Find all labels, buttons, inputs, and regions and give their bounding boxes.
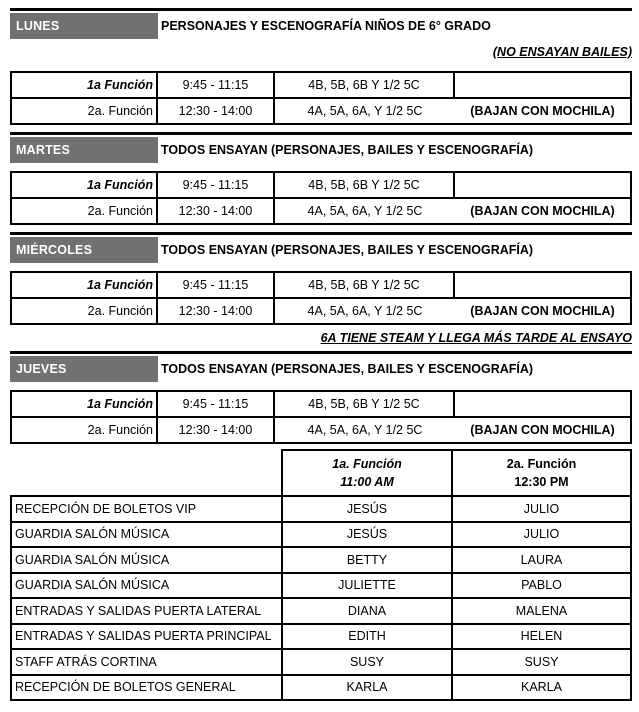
second-function-name: LAURA xyxy=(520,552,563,567)
note-cell: (BAJAN CON MOCHILA) xyxy=(470,104,615,118)
time-range: 9:45 - 11:15 xyxy=(158,73,275,97)
day-description: TODOS ENSAYAN (PERSONAJES, BAILES Y ESCENOGRAFÍA) xyxy=(161,243,534,257)
header-cells xyxy=(281,449,632,495)
first-function-name: JESÚS xyxy=(283,497,453,521)
role-cell: GUARDIA SALÓN MÚSICA xyxy=(12,523,283,547)
staff-table-body xyxy=(10,495,632,701)
column-title: 1a. Función xyxy=(332,456,402,471)
staff-row xyxy=(12,674,630,700)
second-function-name: JULIO xyxy=(523,527,560,542)
groups-cell: 4B, 5B, 6B Y 1/2 5C xyxy=(275,273,455,297)
staff-table-header xyxy=(10,449,632,495)
second-function-name: MALENA xyxy=(515,603,568,618)
first-function-name: DIANA xyxy=(283,599,453,623)
time-range: 9:45 - 11:15 xyxy=(158,392,275,416)
second-function-name: KARLA xyxy=(521,680,562,695)
time-range: 9:45 - 11:15 xyxy=(158,273,275,297)
role-cell: ENTRADAS Y SALIDAS PUERTA LATERAL xyxy=(12,599,283,623)
column-header-first-function xyxy=(283,451,453,495)
groups-cell: 4B, 5B, 6B Y 1/2 5C xyxy=(275,73,455,97)
day-note-right: (NO ENSAYAN BAILES) xyxy=(492,45,632,59)
day-section-miercoles xyxy=(10,232,632,347)
day-header-row xyxy=(10,137,632,163)
first-function-name: EDITH xyxy=(283,625,453,649)
section-divider xyxy=(10,132,632,135)
function-label: 1a Función xyxy=(12,273,158,297)
note-cell xyxy=(455,173,630,197)
column-title: 2a. Función xyxy=(506,456,577,471)
section-divider xyxy=(10,232,632,235)
table-row xyxy=(12,173,630,197)
staff-row xyxy=(12,597,630,623)
function-label: 2a. Función xyxy=(12,99,158,123)
role-cell: STAFF ATRÁS CORTINA xyxy=(12,650,283,674)
column-subtitle: 12:30 PM xyxy=(514,475,569,489)
first-function-name: SUSY xyxy=(283,650,453,674)
schedule-table xyxy=(10,390,632,444)
role-cell: RECEPCIÓN DE BOLETOS VIP xyxy=(12,497,283,521)
second-function-name: PABLO xyxy=(521,578,562,593)
staff-row xyxy=(12,572,630,598)
second-function-name: HELEN xyxy=(520,629,563,644)
role-cell: RECEPCIÓN DE BOLETOS GENERAL xyxy=(12,676,283,700)
staff-row xyxy=(12,546,630,572)
first-function-name: JESÚS xyxy=(283,523,453,547)
note-cell: (BAJAN CON MOCHILA) xyxy=(470,304,615,318)
day-note-below: 6A TIENE STEAM Y LLEGA MÁS TARDE AL ENSAYO xyxy=(320,331,632,345)
day-header-row xyxy=(10,13,632,39)
table-row xyxy=(12,392,630,416)
role-cell: GUARDIA SALÓN MÚSICA xyxy=(12,574,283,598)
staff-assignment-table xyxy=(10,449,632,701)
groups-cell: 4B, 5B, 6B Y 1/2 5C xyxy=(275,173,455,197)
day-section-martes xyxy=(10,132,632,225)
day-description: TODOS ENSAYAN (PERSONAJES, BAILES Y ESCENOGRAFÍA) xyxy=(161,362,534,376)
day-header-row xyxy=(10,356,632,382)
header-spacer xyxy=(10,449,281,495)
day-label: MIÉRCOLES xyxy=(10,237,158,263)
note-cell: (BAJAN CON MOCHILA) xyxy=(470,423,615,437)
table-row xyxy=(12,197,630,223)
day-section-lunes xyxy=(10,8,632,125)
time-range: 9:45 - 11:15 xyxy=(158,173,275,197)
day-header-row xyxy=(10,237,632,263)
staff-row xyxy=(12,648,630,674)
second-function-name: SUSY xyxy=(524,654,559,669)
function-label: 1a Función xyxy=(12,392,158,416)
first-function-name: JULIETTE xyxy=(283,574,453,598)
function-label: 1a Función xyxy=(12,173,158,197)
function-label: 2a. Función xyxy=(12,199,158,223)
staff-row xyxy=(12,521,630,547)
groups-cell: 4B, 5B, 6B Y 1/2 5C xyxy=(275,392,455,416)
note-cell xyxy=(455,273,630,297)
table-row xyxy=(12,97,630,123)
section-divider xyxy=(10,351,632,354)
day-section-jueves xyxy=(10,351,632,444)
time-range: 12:30 - 14:00 xyxy=(158,418,275,442)
day-label: JUEVES xyxy=(10,356,158,382)
day-label: LUNES xyxy=(10,13,158,39)
note-cell: (BAJAN CON MOCHILA) xyxy=(470,204,615,218)
groups-cell: 4A, 5A, 6A, Y 1/2 5C xyxy=(307,423,423,437)
first-function-name: KARLA xyxy=(283,676,453,700)
role-cell: GUARDIA SALÓN MÚSICA xyxy=(12,548,283,572)
groups-cell: 4A, 5A, 6A, Y 1/2 5C xyxy=(307,304,423,318)
day-description: TODOS ENSAYAN (PERSONAJES, BAILES Y ESCENOGRAFÍA) xyxy=(161,143,534,157)
note-cell xyxy=(455,73,630,97)
section-divider xyxy=(10,8,632,11)
staff-row xyxy=(12,497,630,521)
first-function-name: BETTY xyxy=(283,548,453,572)
table-row xyxy=(12,73,630,97)
day-description: PERSONAJES Y ESCENOGRAFÍA NIÑOS DE 6° GRADO xyxy=(161,19,491,33)
function-label: 2a. Función xyxy=(12,299,158,323)
note-cell xyxy=(455,392,630,416)
schedule-table xyxy=(10,71,632,125)
time-range: 12:30 - 14:00 xyxy=(158,99,275,123)
time-range: 12:30 - 14:00 xyxy=(158,299,275,323)
role-cell: ENTRADAS Y SALIDAS PUERTA PRINCIPAL xyxy=(12,625,283,649)
second-function-name: JULIO xyxy=(523,501,560,516)
time-range: 12:30 - 14:00 xyxy=(158,199,275,223)
function-label: 1a Función xyxy=(12,73,158,97)
column-subtitle: 11:00 AM xyxy=(340,475,394,489)
function-label: 2a. Función xyxy=(12,418,158,442)
schedule-table xyxy=(10,271,632,325)
table-row xyxy=(12,416,630,442)
table-row xyxy=(12,273,630,297)
day-label: MARTES xyxy=(10,137,158,163)
column-header-second-function xyxy=(453,451,630,495)
groups-cell: 4A, 5A, 6A, Y 1/2 5C xyxy=(307,204,423,218)
document-content xyxy=(10,8,632,701)
staff-row xyxy=(12,623,630,649)
groups-cell: 4A, 5A, 6A, Y 1/2 5C xyxy=(307,104,423,118)
schedule-table xyxy=(10,171,632,225)
table-row xyxy=(12,297,630,323)
